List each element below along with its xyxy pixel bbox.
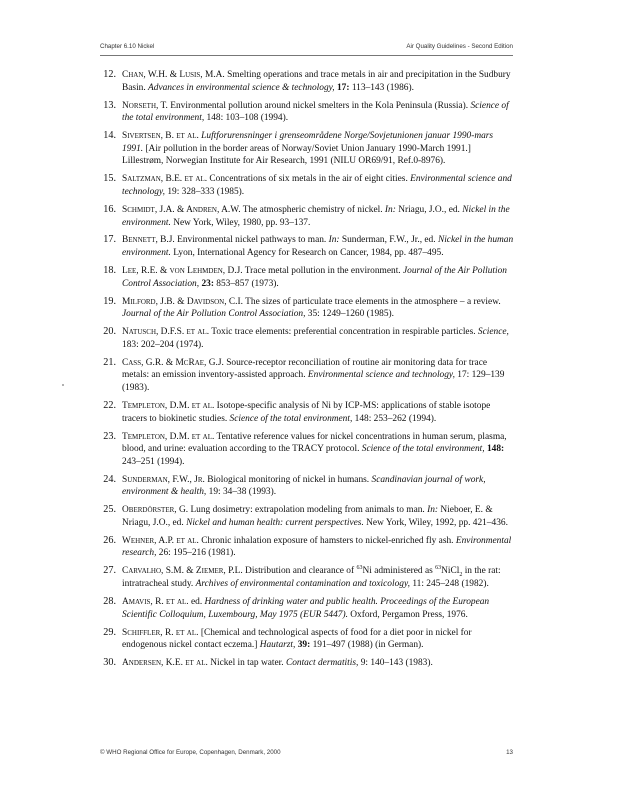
reference-number: 23.: [103, 430, 116, 442]
reference-number: 27.: [103, 565, 116, 577]
author-names: Milford, J.B. & Davidson, C.I.: [122, 296, 243, 307]
reference-list: [96, 69, 514, 675]
reference-number: 25.: [103, 504, 116, 516]
title-text: Scandinavian journal of work, environment & health,: [122, 474, 486, 498]
reference-text: 148: 253–262 (1994).: [352, 413, 437, 424]
author-names: Oberdörster, G.: [122, 505, 189, 516]
reference-item: [96, 69, 514, 94]
reference-item: [96, 474, 514, 499]
author-names: Sunderman, F.W., Jr.: [122, 474, 205, 485]
reference-text: 853–857 (1973).: [213, 278, 279, 289]
reference-citation: [122, 204, 514, 229]
reference-number: 14.: [103, 130, 116, 142]
author-names: Templeton, D.M. et al.: [122, 400, 215, 411]
reference-text: Chronic inhalation exposure of hamsters to nickel-enriched fly ash.: [198, 535, 456, 546]
reference-item: [96, 130, 514, 168]
title-text: Contact dermatitis,: [285, 658, 359, 669]
reference-text: Distribution and clearance of: [242, 566, 357, 577]
reference-number: 26.: [103, 534, 116, 546]
reference-number: 16.: [103, 203, 116, 215]
reference-citation: [122, 565, 514, 590]
reference-text: The atmospheric chemistry of nickel.: [240, 204, 385, 215]
author-names: Lee, R.E. & von Lehmden, D.J.: [122, 266, 243, 277]
title-text: Hardness of drinking water and public health. Proceedings of the European Scientific Colloquium, Luxembourg, May 1975 (EUR 5447).: [122, 597, 490, 620]
reference-number: 30.: [103, 657, 116, 669]
subscript: 2: [459, 572, 463, 579]
reference-item: [96, 504, 514, 529]
reference-citation: [122, 234, 514, 259]
reference-text: Trace metal pollution in the environment.: [242, 266, 403, 277]
title-text: Luftforurensninger i grenseområdene Norge/Sovjetunionen januar 1990-mars 1991.: [122, 131, 494, 154]
author-names: Cass, G.R. & McRae, G.J.: [122, 357, 224, 368]
header-rule: [100, 55, 513, 56]
reference-citation: [122, 326, 514, 351]
author-names: Saltzman, B.E. et al.: [122, 174, 208, 185]
reference-text: Oxford, Pergamon Press, 1976.: [347, 609, 468, 620]
superscript: 63: [356, 565, 363, 572]
reference-item: [96, 265, 514, 290]
reference-text: Biological monitoring of nickel in humans.: [204, 474, 372, 485]
reference-number: 13.: [103, 99, 116, 111]
reference-citation: [122, 400, 514, 425]
reference-text: ed.: [188, 597, 205, 608]
title-text: Nickel and human health: current perspectives.: [186, 517, 364, 528]
title-text: Science,: [477, 327, 509, 338]
volume-number: 17:: [336, 82, 350, 93]
reference-citation: [122, 431, 514, 469]
author-names: Carvalho, S.M. & Ziemer, P.L.: [122, 566, 243, 577]
reference-text: New York, Wiley, 1980, pp. 93–137.: [170, 217, 311, 228]
reference-number: 19.: [103, 295, 116, 307]
reference-text: 183: 202–204 (1974).: [122, 339, 204, 350]
reference-item: [96, 204, 514, 229]
reference-citation: [122, 173, 514, 198]
reference-number: 28.: [103, 596, 116, 608]
volume-number: 23:: [201, 278, 214, 289]
reference-citation: [122, 296, 514, 321]
author-names: Chan, W.H. & Lusis, M.A.: [122, 70, 225, 80]
title-text: In:: [427, 505, 439, 516]
reference-text: Lyon, International Agency for Research on Cancer, 1984, pp. 487–495.: [170, 248, 444, 259]
title-text: Nickel in the human environment.: [122, 235, 514, 259]
reference-text: Nickel in tap water.: [207, 658, 286, 669]
reference-number: 15.: [103, 173, 116, 185]
running-header: [100, 43, 513, 53]
reference-item: [96, 431, 514, 469]
footer-copyright: © WHO Regional Office for Europe, Copenhagen, Denmark, 2000: [100, 749, 281, 756]
reference-item: [96, 400, 514, 425]
title-text: Environmental science and technology,: [122, 174, 512, 197]
reference-citation: [122, 69, 514, 94]
author-names: Natusch, D.F.S. et al.: [122, 327, 210, 338]
reference-citation: [122, 657, 514, 670]
reference-text: Smelting operations and trace metals in air and precipitation in the Sudbury Basin.: [122, 70, 511, 93]
reference-number: 21.: [103, 356, 116, 368]
title-text: Hautarzt,: [259, 640, 296, 651]
title-text: Journal of the Air Pollution Control Association,: [122, 309, 306, 320]
author-names: Andersen, K.E. et al.: [122, 658, 208, 669]
reference-citation: [122, 596, 514, 621]
reference-text: Toxic trace elements: preferential concentration in respirable particles.: [209, 327, 478, 338]
reference-item: [96, 173, 514, 198]
title-text: Journal of the Air Pollution Control Association,: [122, 266, 507, 289]
scan-speck: [62, 384, 64, 386]
reference-text: Isotope-specific analysis of Ni by ICP-MS: applications of stable isotope tracers to biokinetic studies.: [122, 400, 491, 424]
page-number: 13: [506, 749, 513, 756]
reference-citation: [122, 265, 514, 290]
reference-number: 17.: [103, 234, 116, 246]
header-book-title: Air Quality Guidelines - Second Edition: [406, 43, 513, 50]
reference-text: 191–497 (1988) (in German).: [310, 640, 424, 651]
reference-text: 148: 103–108 (1994).: [204, 113, 289, 124]
reference-text: in the rat: intratracheal study.: [122, 566, 501, 590]
reference-text: 19: 34–38 (1993).: [206, 487, 277, 498]
title-text: In:: [328, 235, 340, 246]
reference-citation: [122, 357, 514, 395]
reference-text: 35: 1249–1260 (1985).: [305, 309, 394, 320]
title-text: In:: [384, 204, 396, 215]
reference-item: [96, 234, 514, 259]
title-text: Nickel in the environment.: [122, 204, 510, 228]
reference-text: 19: 328–333 (1985).: [164, 186, 245, 197]
author-names: Amavis, R. et al.: [122, 597, 189, 608]
reference-text: New York, Wiley, 1992, pp. 421–436.: [363, 517, 508, 528]
reference-text: 17: 129–139 (1983).: [122, 370, 505, 393]
reference-text: Nriagu, J.O., ed.: [395, 204, 463, 215]
reference-item: [96, 596, 514, 621]
reference-text: Tentative reference values for nickel concentrations in human serum, plasma, blood, and urine: evaluation according to the TRACY protocol.: [122, 431, 507, 455]
reference-item: [96, 100, 514, 125]
reference-text: Lung dosimetry: extrapolation modeling from animals to man.: [188, 505, 428, 516]
author-names: Schmidt, J.A. & Andren, A.W.: [122, 204, 241, 215]
reference-item: [96, 357, 514, 395]
header-chapter: Chapter 6.10 Nickel: [100, 43, 155, 50]
reference-text: 243–251 (1994).: [122, 456, 185, 467]
title-text: Science of the total environment,: [361, 444, 485, 455]
reference-text: [Chemical and technological aspects of food for a diet poor in nickel for endogenous nickel contact eczema.]: [122, 627, 472, 651]
title-text: Archives of environmental contamination and toxicology,: [195, 579, 410, 590]
title-text: Environmental science and technology,: [307, 370, 455, 381]
title-text: Environmental research,: [122, 535, 512, 559]
reference-item: [96, 657, 514, 670]
reference-text: Environmental pollution around nickel smelters in the Kola Peninsula (Russia).: [167, 100, 471, 111]
reference-citation: [122, 535, 514, 560]
author-names: Bennett, B.J.: [122, 235, 175, 246]
reference-number: 29.: [103, 626, 116, 638]
reference-citation: [122, 627, 514, 652]
reference-text: Source-receptor reconciliation of routine air monitoring data for trace metals: an emission inventory-assisted approach.: [122, 357, 488, 381]
reference-number: 20.: [103, 326, 116, 338]
title-text: Science of the total environment,: [229, 413, 353, 424]
reference-citation: [122, 504, 514, 529]
author-names: Schiffler, R. et al.: [122, 627, 199, 638]
reference-item: [96, 627, 514, 652]
reference-text: 9: 140–143 (1983).: [358, 658, 433, 669]
volume-number: 39:: [297, 640, 311, 651]
reference-item: [96, 535, 514, 560]
reference-number: 24.: [103, 473, 116, 485]
reference-citation: [122, 100, 514, 125]
reference-text: Concentrations of six metals in the air of eight cities.: [207, 174, 411, 185]
reference-item: [96, 296, 514, 321]
reference-citation: [122, 130, 514, 168]
reference-text: Ni administered as: [362, 566, 436, 577]
title-text: Science of the total environment,: [122, 100, 509, 124]
reference-number: 12.: [103, 69, 116, 80]
reference-text: NiCl: [441, 566, 460, 577]
author-names: Templeton, D.M. et al.: [122, 431, 215, 442]
running-footer: [100, 749, 513, 759]
author-names: Sivertsen, B. et al.: [122, 131, 199, 142]
reference-number: 18.: [103, 265, 116, 277]
author-names: Wehner, A.P. et al.: [122, 535, 199, 546]
reference-text: Environmental nickel pathways to man.: [174, 235, 329, 246]
reference-text: 11: 245–248 (1982).: [409, 579, 489, 590]
reference-text: [Air pollution in the border areas of Norway/Soviet Union January 1990-March 1991.] Lillestrøm, Norwegian Institute for Air Research, 1991 (NILU OR69/91, Ref.0-8976).: [122, 143, 471, 167]
superscript: 63: [435, 565, 442, 572]
reference-text: 26: 195–216 (1981).: [156, 548, 236, 559]
reference-item: [96, 326, 514, 351]
reference-item: [96, 565, 514, 590]
author-names: Norseth, T.: [122, 100, 168, 111]
reference-citation: [122, 474, 514, 499]
volume-number: 148:: [486, 444, 505, 455]
reference-text: Sunderman, F.W., Jr., ed.: [339, 235, 438, 246]
reference-text: 113–143 (1986).: [349, 82, 414, 93]
reference-text: The sizes of particulate trace elements in the atmosphere – a review.: [243, 296, 501, 307]
title-text: Advances in environmental science & technology,: [148, 82, 335, 93]
reference-text: Nieboer, E. & Nriagu, J.O., ed.: [122, 505, 493, 528]
reference-number: 22.: [103, 399, 116, 411]
